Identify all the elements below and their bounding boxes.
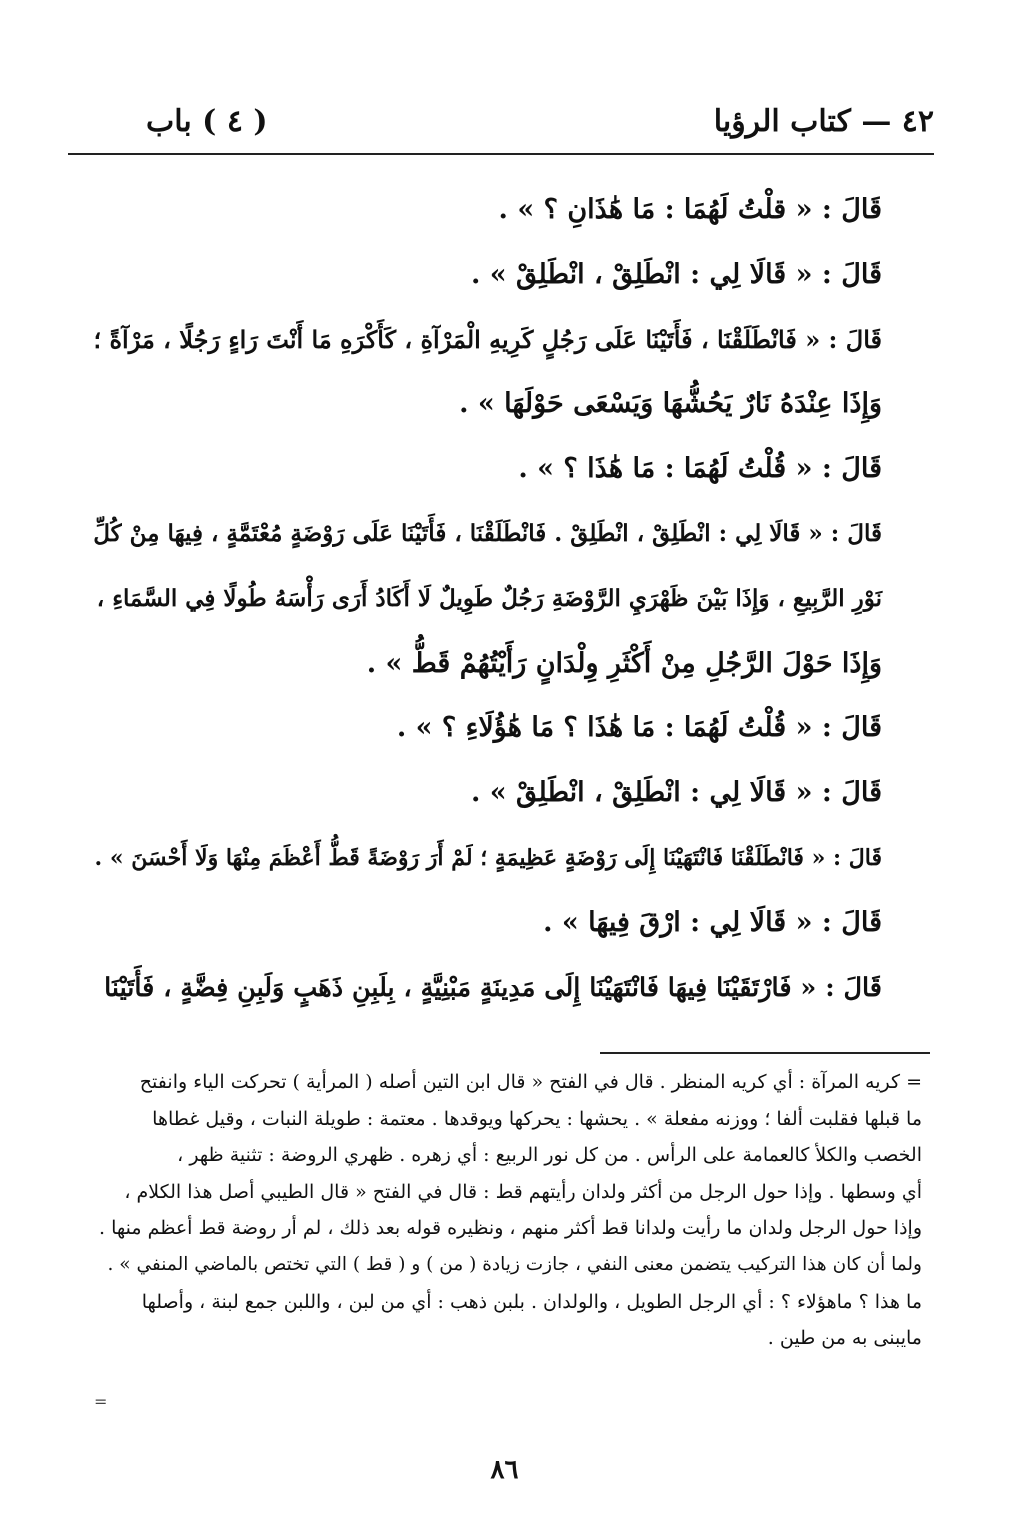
text-line: قَالَ : « قَالَا لِي : انْطَلِقْ ، انْطَلِقْ » . <box>470 777 882 809</box>
footnote-line: = كريه المرآة : أي كريه المنظر . قال في الفتح « قال ابن التين أصله ( المرأية ) تحركت الياء وانفتح <box>139 1071 922 1093</box>
text-line: قَالَ : « فَانْطَلَقْنَا فَانْتَهَيْنَا إِلَى رَوْضَةٍ عَظِيمَةٍ ؛ لَمْ أَرَ رَوْضَةً قَطُّ أَعْظَمَ مِنْهَا وَلَا أَحْسَنَ » . <box>94 844 882 871</box>
running-title: ٤٢ — كتاب الرؤيا <box>713 104 934 139</box>
footnote-line: ما هذا ؟ ماهؤلاء ؟ : أي الرجل الطويل ، والولدان . بلبن ذهب : أي من لبن ، واللبن جمع لبنة ، وأصلها <box>141 1290 922 1313</box>
hadith-text <box>92 178 882 1020</box>
text-line: قَالَ : « قُلْتُ لَهُمَا : مَا هَٰذَا ؟ مَا هَٰؤُلَاءِ ؟ » . <box>396 712 882 744</box>
footnote-line: مايبنى به من طين . <box>767 1327 922 1350</box>
footnote-divider <box>600 1052 930 1054</box>
text-line: قَالَ : « فَارْتَقَيْنَا فِيهَا فَانْتَهَيْنَا إِلَى مَدِينَةٍ مَبْنِيَّةٍ ، بِلَبِنِ ذَهَبٍ وَلَبِنِ فِضَّةٍ ، فَأَتَيْنَا <box>104 972 882 1003</box>
text-line: قَالَ : « قُلْتُ لَهُمَا : مَا هَٰذَا ؟ » . <box>518 453 882 485</box>
footnote-line: وإذا حول الرجل ولدان ما رأيت ولدانا قط أكثر منهم ، ونظيره قوله بعد ذلك ، لم أر روضة قط أعظم منها . <box>99 1217 922 1240</box>
footnote-line: أي وسطها . وإذا حول الرجل من أكثر ولدان رأيتهم قط : قال في الفتح « قال الطيبي أصل هذا الكلام ، <box>124 1180 922 1203</box>
header-divider <box>68 153 934 155</box>
footnote-line: ولما أن كان هذا التركيب يتضمن معنى النفي ، جازت زيادة ( من ) و ( قط ) التي تختص بالماضي المنفي » . <box>107 1253 922 1275</box>
footnotes <box>92 1064 922 1357</box>
footnote-line: ما قبلها فقلبت ألفا ؛ ووزنه مفعلة » . يحشها : يحركها ويوقدها . معتمة : طويلة النبات ، وقيل غطاها <box>152 1107 922 1130</box>
text-line: نَوْرِ الرَّبِيعِ ، وَإِذَا بَيْنَ ظَهْرَيِ الرَّوْضَةِ رَجُلٌ طَوِيلٌ لَا أَكَادُ أَرَى رَأْسَهُ طُولًا فِي السَّمَاءِ ، <box>96 584 882 612</box>
continuation-mark: = <box>94 1392 108 1411</box>
footnote-line: الخصب والكلأ كالعمامة على الرأس . من كل نور الربيع : أي زهره . ظهري الروضة : تثنية ظهر ، <box>177 1144 922 1167</box>
text-line: قَالَ : « قَالَا لِي : انْطَلِقْ ، انْطَلِقْ » . <box>470 258 882 290</box>
text-line: قَالَ : « قلْتُ لَهُمَا : مَا هَٰذَانِ ؟ » . <box>498 194 882 225</box>
text-line: قَالَ : « قَالَا لِي : انْطَلِقْ ، انْطَلِقْ . فَانْطَلَقْنَا ، فَأَتَيْنَا عَلَى رَوْضَةٍ مُعْتَمَّةٍ ، فِيهَا مِنْ كُلِّ <box>93 519 882 547</box>
text-line: وَإِذَا حَوْلَ الرَّجُلِ مِنْ أَكْثَرِ وِلْدَانٍ رَأَيْتُهُمْ قَطُّ » . <box>366 647 882 679</box>
text-line: وَإِذَا عِنْدَهُ نَارٌ يَحُشُّهَا وَيَسْعَى حَوْلَهَا » . <box>459 388 882 420</box>
page-header <box>68 104 934 152</box>
chapter-label: ( ٤ ) باب <box>146 104 268 139</box>
text-line: قَالَ : « قَالَا لِي : ارْقَ فِيهَا » . <box>543 906 882 938</box>
text-line: قَالَ : « فَانْطَلَقْنَا ، فَأَتَيْنَا عَلَى رَجُلٍ كَرِيهِ الْمَرْآةِ ، كَأَكْرَهِ مَا أَنْتَ رَاءٍ رَجُلًا ، مَرْآةً ؛ <box>93 324 882 354</box>
page-number: ٨٦ <box>490 1455 519 1485</box>
